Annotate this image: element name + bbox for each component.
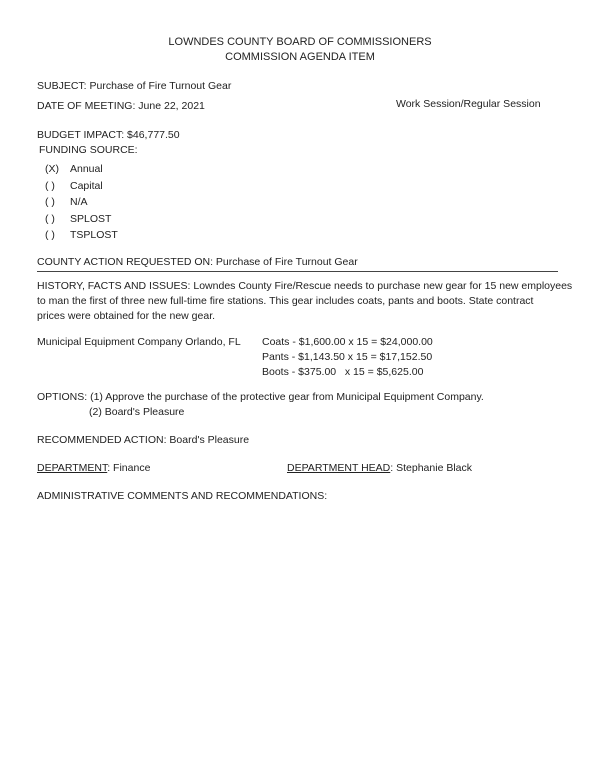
item-pants: Pants - $1,143.50 x 15 = $17,152.50 <box>262 351 433 363</box>
subject: SUBJECT: Purchase of Fire Turnout Gear <box>37 80 232 92</box>
vendor: Municipal Equipment Company Orlando, FL <box>37 336 241 348</box>
meeting-date: DATE OF MEETING: June 22, 2021 <box>37 100 205 112</box>
funding-source-label: FUNDING SOURCE: <box>39 144 138 156</box>
divider <box>37 271 558 272</box>
header-subtitle: COMMISSION AGENDA ITEM <box>225 51 375 63</box>
department <box>37 462 150 474</box>
history-line-3: prices were obtained for the new gear. <box>37 310 216 322</box>
history-line-2: to man the first of three new full-time fire stations. This gear includes coats, pants and boots. State contract <box>37 295 534 307</box>
department-head <box>287 462 472 474</box>
funding-mark: ( ) <box>45 212 55 225</box>
funding-option: N/A <box>70 196 88 208</box>
admin-comments: ADMINISTRATIVE COMMENTS AND RECOMMENDATIONS: <box>37 490 328 502</box>
department-label: DEPARTMENT <box>37 462 108 474</box>
department-value: : Finance <box>107 462 151 474</box>
department-head-value: : Stephanie Black <box>390 462 472 474</box>
budget-impact: BUDGET IMPACT: $46,777.50 <box>37 129 180 141</box>
item-boots: Boots - $375.00 x 15 = $5,625.00 <box>262 366 424 378</box>
recommended-action: RECOMMENDED ACTION: Board's Pleasure <box>37 434 250 446</box>
header-title: LOWNDES COUNTY BOARD OF COMMISSIONERS <box>168 36 432 48</box>
item-coats: Coats - $1,600.00 x 15 = $24,000.00 <box>262 336 433 348</box>
history-line-1: HISTORY, FACTS AND ISSUES: Lowndes County Fire/Rescue needs to purchase new gear for 15 new employees <box>37 280 573 292</box>
funding-mark: ( ) <box>45 196 55 208</box>
funding-mark: ( ) <box>45 179 55 192</box>
option-2: (2) Board's Pleasure <box>89 406 185 418</box>
funding-option: Capital <box>70 179 103 192</box>
funding-option: TSPLOST <box>70 229 118 241</box>
option-1: OPTIONS: (1) Approve the purchase of the protective gear from Municipal Equipment Company. <box>37 391 484 403</box>
session-type: Work Session/Regular Session <box>396 98 541 110</box>
funding-mark: ( ) <box>45 229 55 241</box>
funding-option: SPLOST <box>70 212 112 225</box>
department-head-label: DEPARTMENT HEAD <box>287 462 391 474</box>
county-action: COUNTY ACTION REQUESTED ON: Purchase of Fire Turnout Gear <box>37 256 358 268</box>
funding-mark: (X) <box>45 163 59 175</box>
funding-option: Annual <box>70 163 103 175</box>
